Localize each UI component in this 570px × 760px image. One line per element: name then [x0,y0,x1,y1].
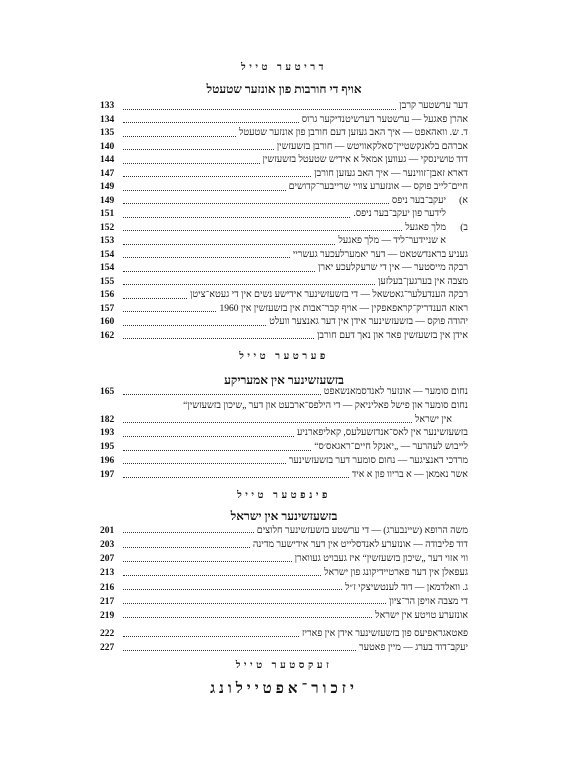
toc-page-number: 216 [100,582,115,593]
toc-entry [100,276,468,290]
toc-entry-title: יעקב־דוד בערג — מיין פאטער [359,643,468,654]
toc-entry-title: חיים־לייב פוקס — אונזערע צוויי שרייבער־קדושים [288,182,468,193]
toc-entry [100,235,468,249]
dot-leader [123,257,290,258]
toc-entry-title: רבקה מייסטער — אין די שרעקלעכע יארן [318,263,468,274]
dot-leader [123,190,286,191]
toc-entry-title: דארא זאבן־זווינער — איך האב געזען חורבן [314,168,468,179]
toc-entry-title: אידן אין בזשעזשין פאר און נאך דעם חורבן [317,330,468,341]
toc-entry-title: מרדכי דאנציגער — נחום סומער דער בזשעזשינער [288,456,468,467]
toc-entry [100,427,468,441]
toc-page-number: 133 [100,101,115,112]
toc-entry [100,609,468,623]
dot-leader [123,163,260,164]
dot-leader [123,450,311,451]
dot-leader [123,394,321,395]
toc-entry [100,222,468,236]
toc-entry [100,538,468,552]
toc-entry-title: לייבוש לעהרער — „יאנקל חיים־ראגאס׳ס“ [314,442,468,453]
toc-entry [100,127,468,141]
toc-page-number: 154 [100,263,115,274]
dot-leader [123,636,299,637]
toc-page-number: 227 [100,643,115,654]
dot-leader [123,136,236,137]
toc-entry-title: נחום סומער — אונזער לאנדסמאנשאפט [323,387,468,398]
toc-entry [100,581,468,595]
dot-leader [123,284,375,285]
dot-leader [123,298,187,299]
toc-entry [100,195,468,209]
part-label: פערטער טייל [239,351,329,362]
dot-leader [123,561,292,562]
toc-page-number: 140 [100,141,115,152]
toc-entry [100,262,468,276]
toc-entry [100,249,468,263]
toc-entry-title: יעקב־בער ניפס [391,195,446,206]
dot-leader [123,122,299,123]
dot-leader [123,617,372,618]
toc-list [100,627,468,656]
toc-entry-title: געפאלן אין דער פארטיידיקונג פון ישראל [324,568,468,579]
dot-leader [123,217,350,218]
toc-entry [100,400,468,414]
part-label: פינפטער טייל [237,490,331,501]
toc-page-number: 196 [100,456,115,467]
dot-leader [123,436,294,437]
dot-leader [123,109,396,110]
toc-list [100,524,468,623]
toc-page-number: 152 [100,222,115,233]
toc-entry-title: פאטאגראפיעס פון בזשעזשינער אידן אין פאריז [301,628,468,639]
toc-entry-title: אין ישראל [414,414,452,425]
toc-page-number: 135 [100,128,115,139]
toc-entry-title: א שניידער־ליד — מלך פאגעל [338,236,446,247]
dot-leader [123,463,286,464]
dot-leader [123,547,250,548]
toc-entry [100,414,468,428]
toc-page-number: 217 [100,596,115,607]
toc-page-number: 153 [100,236,115,247]
dot-leader [123,603,386,604]
part-label: זעקסטער טייל [235,660,333,671]
toc-entry [100,566,468,580]
toc-page-number: 162 [100,330,115,341]
toc-entry-title: רבקה הענדעלער־גאטשאל — די בזשעזשינער אידישע נשים אין די געטא־ציטן [190,290,468,301]
dot-leader [123,271,315,272]
toc-entry [100,627,468,642]
dot-leader [123,650,356,651]
toc-page-number: 155 [100,276,115,287]
toc-entry [100,469,468,483]
toc-entry-title: דער ערשטער קרבן [399,101,468,112]
dot-leader [123,203,389,204]
toc-entry [100,208,468,222]
part-title: בזשעזשינער אין אמעריקע [224,373,344,387]
toc-page-number: 213 [100,568,115,579]
toc-entry [100,552,468,566]
toc-entry-title: משה הרופא (שיינבערג) — די ערשטע בזשעזשינער חלוצים [256,525,468,536]
dot-leader [123,230,402,231]
toc-entry [100,114,468,128]
toc-entry [100,595,468,609]
toc-entry [100,181,468,195]
toc-entry-title: מלך פאגעל [405,222,446,233]
toc-page-number: 197 [100,469,115,480]
toc-entry-title: נחום סומער און פישל פאליניאק — די הילפס־ארבעט און דער „שיכון בזשעזשין“ [183,400,468,411]
toc-entry [100,386,468,400]
toc-entry [100,141,468,155]
toc-entry [100,303,468,317]
toc-entry [100,289,468,303]
toc-page-number: 134 [100,114,115,125]
toc-page-number: 207 [100,554,115,565]
dot-leader [123,338,314,339]
toc-page-number: 156 [100,290,115,301]
toc-page-number: 149 [100,182,115,193]
part-label: דריטער טייל [241,62,327,73]
toc-entry [100,441,468,455]
toc-entry-title: מצבה אין בערגען־בעלזען [377,276,468,287]
part-title: בזשעזשינער אין ישראל [230,509,338,523]
toc-entry-title: ג. וואלדמאן — דוד לענטשיצקי ז״ל [345,582,468,593]
toc-list [100,100,468,343]
toc-page-number: 160 [100,317,115,328]
dot-leader [123,477,349,478]
toc-entry [100,641,468,656]
toc-page-number: 147 [100,168,115,179]
toc-entry-title: אברהם בלאנקשטיין־סאלקאוויטש — חורבן בזשעזשין [276,141,468,152]
toc-entry-title: אהרן פאגעל — ערשטער דערשיטנדיקער גרוס [301,114,468,125]
dot-leader [123,149,274,150]
dot-leader [123,422,412,423]
dot-leader [123,589,342,590]
part-title: יזכור־אפטיילונג [210,681,358,697]
toc-page-number: 151 [100,209,115,220]
toc-entry-title: געניע בראנדשטאט — דער יאמערלעכער געשריי [292,249,468,260]
toc-entry-title: דוד טושינסקי — געווען אמאל א אידיש שטעטל בזשעזשין [262,155,468,166]
toc-entry [100,168,468,182]
toc-entry [100,100,468,114]
toc-page-number: 222 [100,628,115,639]
toc-page-number: 203 [100,540,115,551]
toc-entry [100,154,468,168]
toc-entry-marker: א) [459,195,468,206]
toc-entry-title: יהודה פוקס — בזשעזשינער אידן אין דער גאנצער וועלט [269,317,468,328]
toc-page-number: 144 [100,155,115,166]
dot-leader [123,176,311,177]
dot-leader [123,311,216,312]
toc-list [100,386,468,483]
toc-entry-marker: ב) [460,222,468,233]
toc-entry-title: דוד פליבודה — אונזערע לאנדסלייט אין דער אידישער מדינה [252,540,468,551]
toc-entry-title: לידער פון יעקב־בער ניפס. [353,209,446,220]
dot-leader [123,244,335,245]
toc-page-number: 219 [100,610,115,621]
toc-entry-title: אונזערע טויטע אין ישראל [375,610,468,621]
toc-entry-title: די מצבה אויפן הר־ציון [389,596,468,607]
part-title: אויף די חורבות פון אונזער שטעטל [206,82,362,96]
toc-page-number: 165 [100,387,115,398]
toc-entry-title: ווי אזוי דער „שיכון בזשעזשין“ איז געבויט געווארן [294,554,468,565]
dot-leader [123,532,254,533]
toc-entry [100,455,468,469]
toc-page-number: 149 [100,195,115,206]
toc-entry-title: ראזא הענדריק־קראפאפקין — אויף קבר־אבות אין בזשעזשין אין 1960 [219,303,468,314]
toc-entry-title: אשר נאמאן — א בריוו פון א איד [351,469,468,480]
toc-page-number: 195 [100,442,115,453]
toc-entry [100,316,468,330]
toc-page-number: 154 [100,249,115,260]
toc-entry [100,330,468,344]
dot-leader [123,575,321,576]
toc-page-number: 201 [100,525,115,536]
toc-page-number: 157 [100,303,115,314]
toc-entry-title: ד. ש. וואהאפט — איך האב געזען דעם חורבן פון אונזער שטעטל [238,128,468,139]
toc-page-number: 182 [100,414,115,425]
toc-entry-title: בזשעזשינער אין לאס־אנדזשעלעס, קאליפארניע [297,428,468,439]
toc-entry [100,524,468,538]
dot-leader [123,325,266,326]
toc-page-number: 193 [100,428,115,439]
